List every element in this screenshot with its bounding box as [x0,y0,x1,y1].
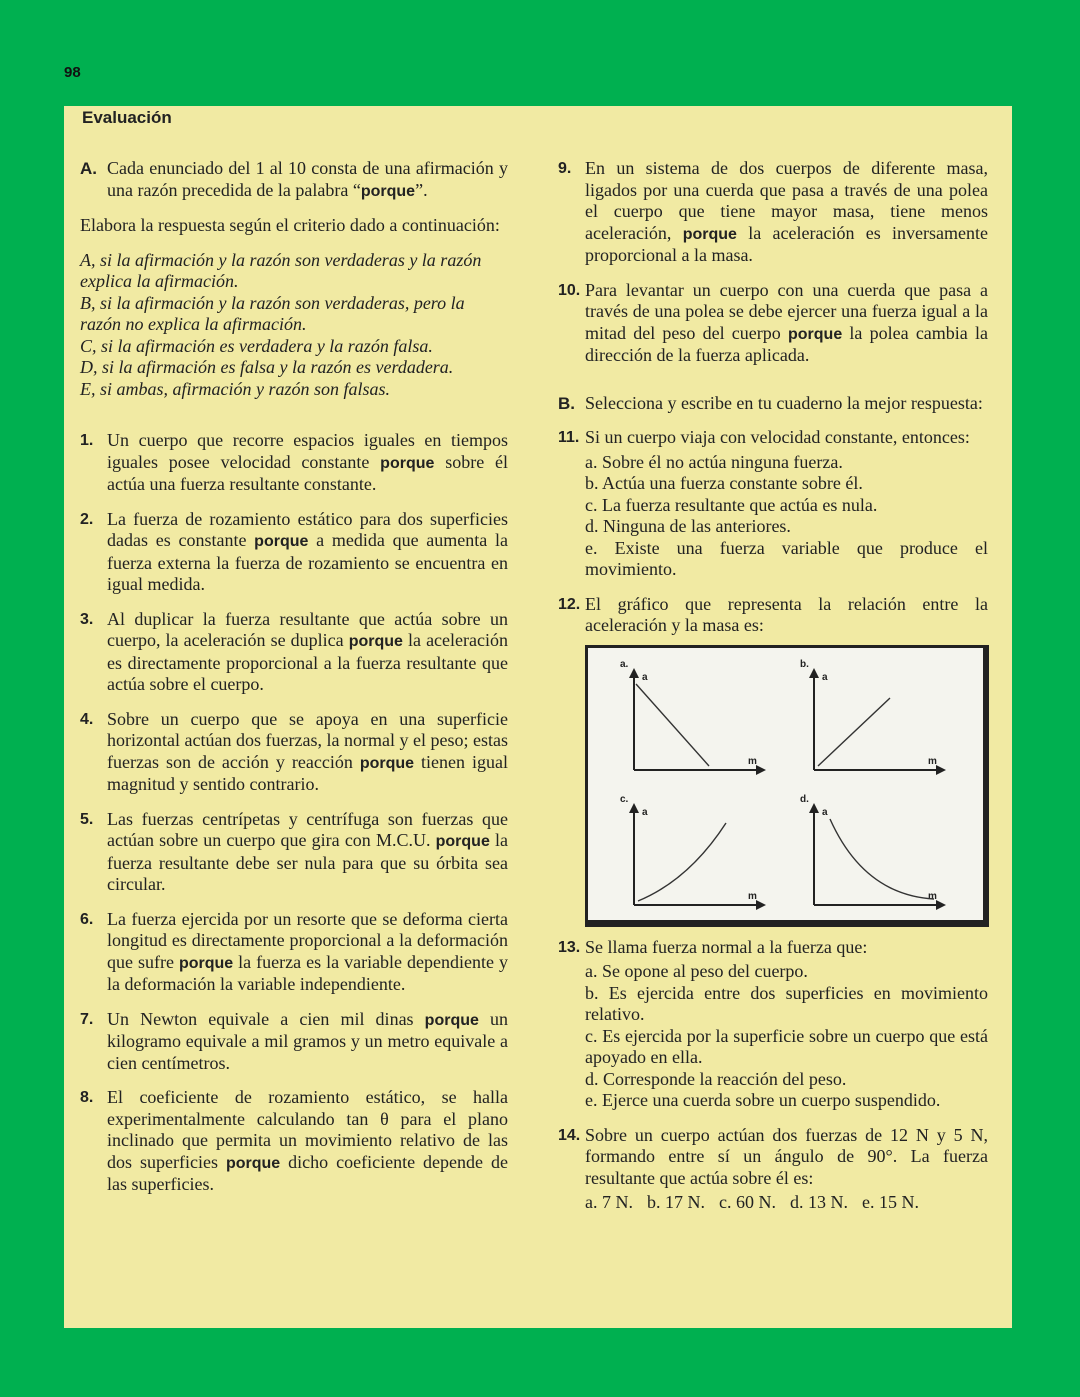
graph-4-label: d. [800,793,809,805]
criterion-a: A, si la afirmación y la razón son verdaderas y la razón explica la afirmación. [80,249,482,291]
q13-option-b: b. Es ejercida entre dos superficies en movimiento relativo. [585,982,988,1024]
q11-options [585,452,988,581]
statement-1: 1. Un cuerpo que recorre espacios iguales en tiempos iguales posee velocidad constante porque sobre él actúa una fuerza resultante constante. [80,430,508,494]
statement-5: 5. Las fuerzas centrípetas y centrífuga son fuerzas que actúan sobre un cuerpo que gira con M.C.U. porque la fuerza resultante debe ser nula para que su órbita sea circular. [80,808,508,894]
statement-6: 6. La fuerza ejercida por un resorte que se deforma cierta longitud es directamente proporcional a la deformación que sufre porque la fuerza es la variable dependiente y la deformación la variable independiente. [80,908,508,994]
question-13: 13. Se llama fuerza normal a la fuerza que: a. Se opone al peso del cuerpo. b. Es ejercida entre dos superficies en movimiento relativo. c. Es ejercida por la superficie sobre un cuerpo que está apoyado en ella. d. Corresponde la reacción del peso. e. Ejerce una cuerda sobre un cuerpo suspendido. [558,936,988,1110]
q14-options [585,1192,988,1214]
section-heading: Evaluación [82,108,172,127]
graph-4-x-arrow [936,900,946,910]
q14-option-b: b. 17 N. [647,1192,705,1212]
q11-option-d: d. Ninguna de las anteriores. [585,516,791,536]
statement-8: 8. El coeficiente de rozamiento estático, se halla experimentalmente calculando tan θ para el plano inclinado que permita un movimiento relativo de las dos superficies porque dicho coeficiente depende de las superficies. [80,1087,508,1194]
graph-4-xlabel: m [928,890,937,902]
section-b-intro: B. Selecciona y escribe en tu cuaderno la mejor respuesta: [558,392,983,413]
q12-graphs [585,645,989,927]
statement-2: 2. La fuerza de rozamiento estático para dos superficies dadas es constante porque a medida que aumenta la fuerza externa la fuerza de rozamiento se encuentra en igual medida. [80,508,509,594]
graph-3-ylabel: a [642,806,648,818]
graph-3-x-arrow [756,900,766,910]
evaluation-page [64,106,1012,1328]
graph-2-ylabel: a [822,671,828,683]
right-column [558,158,988,1227]
q14-option-c: c. 60 N. [719,1192,776,1212]
graphs-svg [588,648,983,920]
graph-4-y-arrow [809,803,819,813]
graph-3-y-arrow [629,803,639,813]
q11-option-b: b. Actúa una fuerza constante sobre él. [585,473,863,493]
graph-2-curve [818,698,890,766]
page-number: 98 [64,64,81,81]
q13-option-a: a. Se opone al peso del cuerpo. [585,961,808,981]
graph-1-label: a. [620,658,629,670]
graph-2-y-arrow [809,668,819,678]
graph-3-curve [638,823,726,901]
graph-3-xlabel: m [748,890,757,902]
section-a-intro: A. Cada enunciado del 1 al 10 consta de una afirmación y una razón precedida de la palabra “porque”. [80,158,508,200]
question-12: 12. El gráfico que representa la relación entre la aceleración y la masa es: [558,593,988,635]
criterion-c: C, si la afirmación es verdadera y la razón falsa. [80,335,433,356]
graph-2-xlabel: m [928,755,937,767]
criterion-b: B, si la afirmación y la razón son verdaderas, pero la razón no explica la afirmación. [80,292,465,334]
q14-option-e: e. 15 N. [862,1192,919,1212]
criterion-e: E, si ambas, afirmación y razón son falsas. [80,378,391,399]
criteria-list [80,250,508,401]
q13-options [585,961,988,1112]
graph-3-label: c. [620,793,629,805]
statement-3: 3. Al duplicar la fuerza resultante que actúa sobre un cuerpo, la aceleración se duplica porque la aceleración es directamente proporcional a la fuerza resultante que actúa sobre el cuerpo. [80,608,508,694]
graph-2-x-arrow [936,765,946,775]
graph-4-curve [830,819,934,899]
graph-1-ylabel: a [642,671,648,683]
statement-10: 10. Para levantar un cuerpo con una cuerda que pasa a través de una polea se debe ejercer una fuerza igual a la mitad del peso del cuerpo porque la polea cambia la dirección de la fuerza aplicada. [558,279,988,365]
q11-option-e: e. Existe una fuerza variable que produce el movimiento. [585,537,988,579]
q13-option-d: d. Corresponde la reacción del peso. [585,1068,847,1089]
graph-1-curve [636,684,709,766]
graph-1-x-arrow [756,765,766,775]
q11-option-c: c. La fuerza resultante que actúa es nula. [585,494,878,515]
q13-option-e: e. Ejerce una cuerda sobre un cuerpo suspendido. [585,1090,941,1110]
q11-option-a: a. Sobre él no actúa ninguna fuerza. [585,451,843,472]
q14-option-d: d. 13 N. [790,1192,848,1212]
graph-1-y-arrow [629,668,639,678]
statement-4: 4. Sobre un cuerpo que se apoya en una superficie horizontal actúan dos fuerzas, la normal y el peso; estas fuerzas son de acción y reacción porque tienen igual magnitud y sentido contrario. [80,708,508,794]
graph-2-label: b. [800,658,809,670]
section-a-letter: A. [80,159,97,178]
statement-9: 9. En un sistema de dos cuerpos de diferente masa, ligados por una cuerda que pasa a través de una polea el cuerpo que tiene mayor masa, tiene menos aceleración, porque la aceleración es inversamente proporcional a la masa. [558,158,989,265]
question-14: 14. Sobre un cuerpo actúan dos fuerzas de 12 N y 5 N, formando entre sí un ángulo de 90°. La fuerza resultante que actúa sobre él es: a. 7 N. b. 17 N. c. 60 N. d. 13 N. e. 15 N. [558,1124,988,1212]
graph-4-ylabel: a [822,806,828,818]
criterion-d: D, si la afirmación es falsa y la razón es verdadera. [80,357,454,377]
section-a-instruction: Elabora la respuesta según el criterio dado a continuación: [80,215,500,235]
left-column [80,158,508,1209]
graph-1-xlabel: m [748,755,757,767]
statement-7: 7. Un Newton equivale a cien mil dinas porque un kilogramo equivale a mil gramos y un metro equivale a cien centímetros. [80,1008,508,1073]
q13-option-c: c. Es ejercida por la superficie sobre un cuerpo que está apoyado en ella. [585,1025,988,1067]
q14-option-a: a. 7 N. [585,1192,633,1212]
question-11: 11. Si un cuerpo viaja con velocidad constante, entonces: a. Sobre él no actúa ninguna fuerza. b. Actúa una fuerza constante sobre él. c. La fuerza resultante que actúa es nula. d. Ninguna de las anteriores. e. Existe una fuerza variable que produce el movimiento. [558,427,988,579]
